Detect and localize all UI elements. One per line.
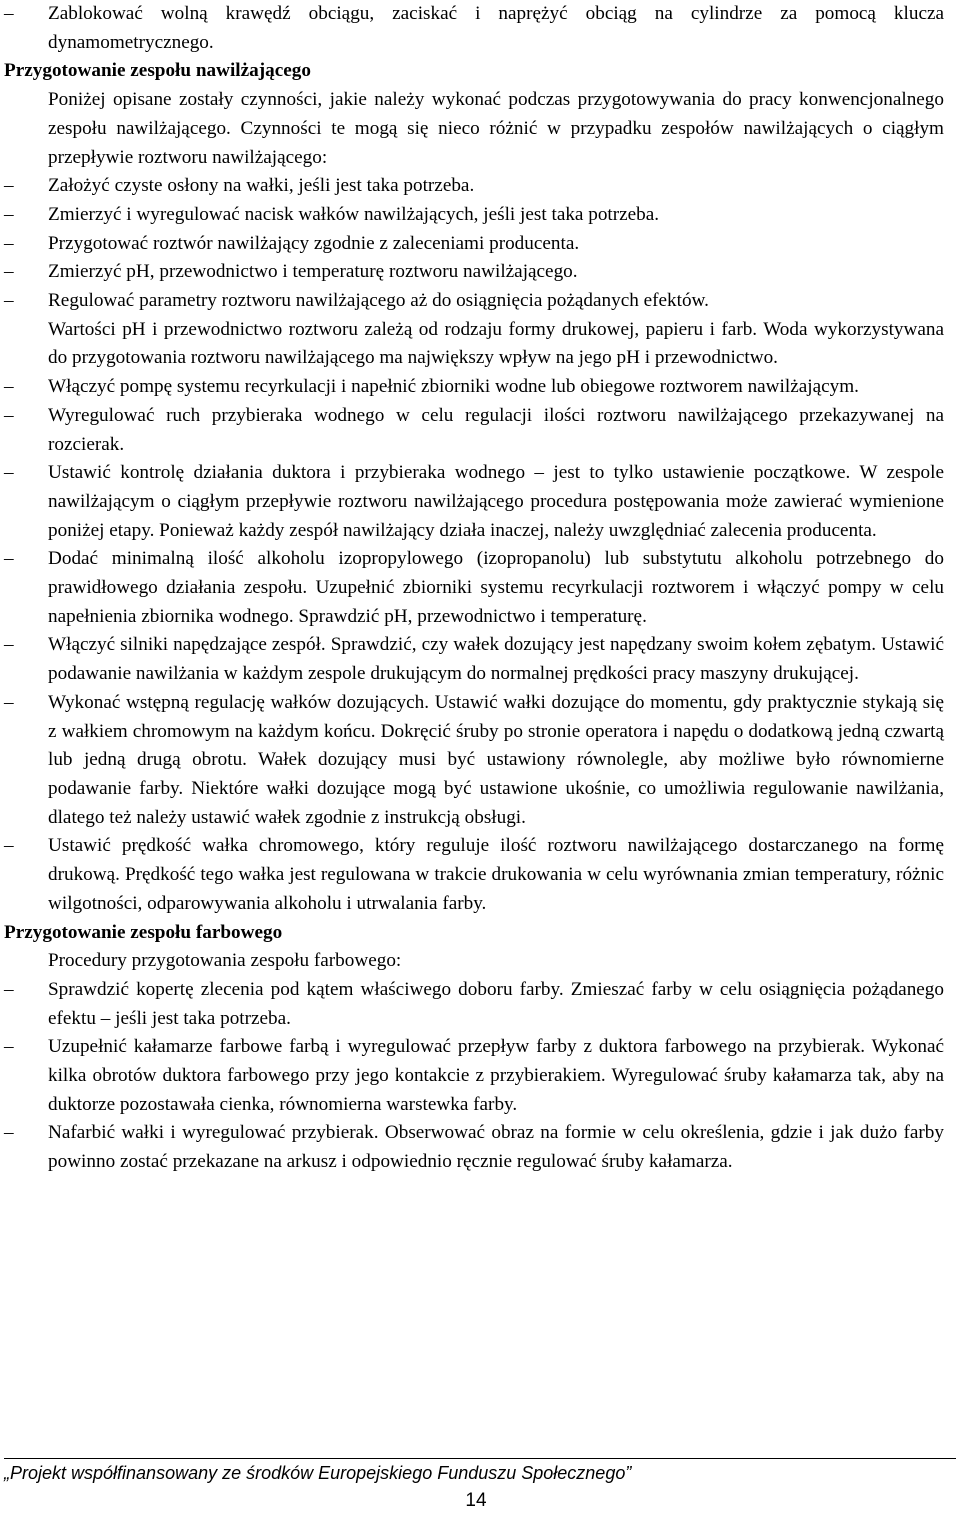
list-item-text: Sprawdzić kopertę zlecenia pod kątem właściwego doboru farby. Zmieszać farby w celu osiągnięcia pożądanego efektu – jeśli jest taka potrzeba. [48,978,944,1029]
list-item [4,172,944,201]
bullet-dash: – [4,376,14,398]
list-item-text: Włączyć silniki napędzające zespół. Sprawdzić, czy wałek dozujący jest napędzany swoim kołem zębatym. Ustawić podawanie nawilżania w każdym zespole drukującym do normalnej prędkości pracy maszyny drukującej. [48,634,944,685]
bullet-dash: – [4,203,14,225]
list-item-text: Zmierzyć pH, przewodnictwo i temperaturę roztworu nawilżającego. [48,261,578,283]
list-item-text: Zablokować wolną krawędź obciągu, zaciskać i naprężyć obciąg na cylindrze za pomocą klucza dynamometrycznego. [48,3,944,53]
list-item [4,459,944,545]
list-item-text: Wykonać wstępną regulację wałków dozujących. Ustawić wałki dozujące do momentu, gdy praktycznie stykają się z wałkiem chromowym na każdym końcu. Dokręcić śruby po stronie operatora i napędu o dodatkową jedną czwartą lub jedną drugą obrotu. Wałek dozujący musi być ustawiony równolegle, aby możliwe było równomierne podawanie farby. Niektóre wałki dozujące mogą być ustawione ukośnie, co umożliwia regulowanie nawilżania, dlatego też należy ustawić wałek zgodnie z instrukcją obsługi. [48,691,944,828]
bullet-dash: – [4,404,14,426]
section-intro: Procedury przygotowania zespołu farbowego: [48,950,402,972]
list-item-text: Zmierzyć i wyregulować nacisk wałków nawilżających, jeśli jest taka potrzeba. [48,203,660,225]
list-item-text: Przygotować roztwór nawilżający zgodnie z zaleceniami producenta. [48,232,580,254]
list-item [4,402,944,459]
section-intro-text: Poniżej opisane zostały czynności, jakie należy wykonać podczas przygotowywania do pracy konwencjonalnego zespołu nawilżającego. Czynności te mogą się nieco różnić w przypadku zespołów nawilżających o ciągłym przepływie roztworu nawilżającego: [48,89,944,168]
footer-divider [4,1458,956,1459]
bullet-dash: – [4,978,14,1000]
list-item [4,201,944,230]
page-number: 14 [465,1490,487,1511]
bullet-dash: – [4,691,14,713]
list-item [4,832,944,918]
bullet-dash: – [4,835,14,857]
list-item-text: Nafarbić wałki i wyregulować przybierak. Obserwować obraz na formie w celu określenia, gdzie i jak dużo farby powinno zostać przekazane na arkusz i odpowiednio ręcznie regulować śruby kałamarza. [48,1122,944,1173]
list-item [4,1119,944,1176]
list-item [4,545,944,631]
list-item [4,0,944,57]
bullet-dash: – [4,1036,14,1058]
list-item [4,373,944,402]
list-item [4,230,944,259]
bullet-dash: – [4,462,14,484]
note-paragraph: Wartości pH i przewodnictwo roztworu zależą od rodzaju formy drukowej, papieru i farb. Woda wykorzystywana do przygotowania roztworu nawilżającego ma największy wpływ na jego pH i przewodnictwo. [48,318,944,369]
bullet-dash: – [4,634,14,656]
list-item-text: Uzupełnić kałamarze farbowe farbą i wyregulować przepływ farby z duktora farbowego na przybierak. Wykonać kilka obrotów duktora farbowego przy jego kontakcie z przybierakiem. Wyregulować śruby kałamarza tak, aby na duktorze pozostawała cienka, równomierna warstewka farby. [48,1036,944,1115]
bullet-dash: – [4,175,14,197]
list-item-text: Regulować parametry roztworu nawilżającego aż do osiągnięcia pożądanych efektów. [48,290,709,312]
section-intro [4,86,944,172]
list-item-text: Włączyć pompę systemu recyrkulacji i napełnić zbiorniki wodne lub obiegowe roztworem nawilżającym. [48,376,859,398]
section-heading-inking: Przygotowanie zespołu farbowego [4,921,283,943]
list-item [4,1033,944,1119]
list-item-text: Założyć czyste osłony na wałki, jeśli jest taka potrzeba. [48,175,475,197]
list-item-text: Wyregulować ruch przybieraka wodnego w celu regulacji ilości roztworu nawilżającego przekazywanej na rozcierak. [48,404,944,455]
list-item-text: Ustawić prędkość wałka chromowego, który reguluje ilość roztworu nawilżającego dostarczanego na formę drukową. Prędkość tego wałka jest regulowana w trakcie drukowania w celu wyrównania zmian temperatury, różnic wilgotności, odparowywania alkoholu i utrwalania farby. [48,835,944,914]
list-item [4,258,944,287]
document-body [4,0,944,1177]
bullet-dash: – [4,1122,14,1144]
list-item-text: Dodać minimalną ilość alkoholu izopropylowego (izopropanolu) lub substytutu alkoholu potrzebnego do prawidłowego działania zespołu. Uzupełnić zbiorniki systemu recyrkulacji roztworem i włączyć pompy w celu napełnienia zbiornika wodnego. Sprawdzić pH, przewodnictwo i temperaturę. [48,548,944,627]
bullet-dash: – [4,290,14,312]
bullet-dash: – [4,232,14,254]
list-item-text: Ustawić kontrolę działania duktora i przybieraka wodnego – jest to tylko ustawienie początkowe. W zespole nawilżającym o ciągłym przepływie roztworu nawilżającego procedura postępowania może zawierać wymienione poniżej etapy. Ponieważ każdy zespół nawilżający działa inaczej, należy uwzględniać zalecenia producenta. [48,462,944,541]
section-heading-dampening: Przygotowanie zespołu nawilżającego [4,60,311,82]
list-item [4,689,944,833]
list-item [4,976,944,1033]
bullet-dash: – [4,548,14,570]
bullet-dash: – [4,3,14,24]
footer-funding-note: „Projekt współfinansowany ze środków Europejskiego Funduszu Społecznego” [4,1463,632,1483]
list-item [4,287,944,316]
list-item [4,631,944,688]
bullet-dash: – [4,261,14,283]
